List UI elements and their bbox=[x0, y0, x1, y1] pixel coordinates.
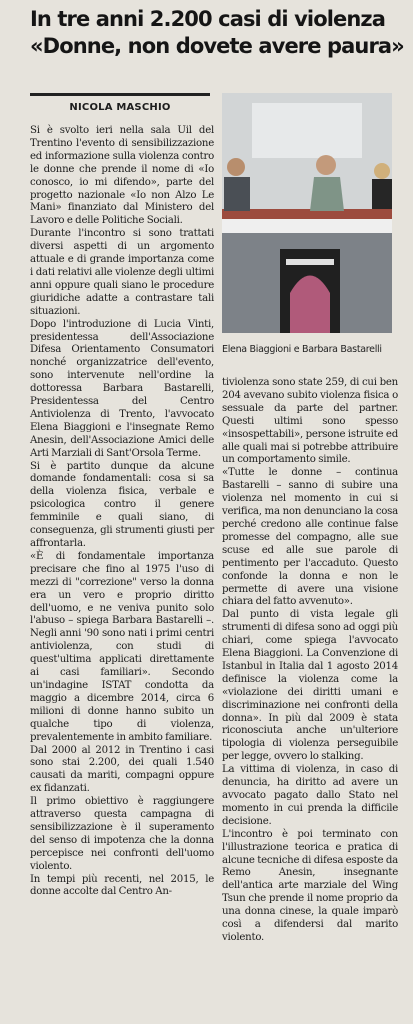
event-photo-illustration bbox=[222, 93, 392, 333]
paragraph: In tempi più recenti, nel 2015, le donne accolte dal Centro An- bbox=[30, 873, 214, 898]
paragraph: Si è svolto ieri nella sala Uil del Trentino l'evento di sensibilizzazione ed informazione sulla violenza contro le donne che prende il nome di «Io conosco, io mi difendo», parte del progetto nazionale «Io non Alzo Le Mani» finanziato dal Ministero del Lavoro e delle Politiche Sociali. bbox=[30, 125, 214, 227]
paragraph: «Tutte le donne – continua Bastarelli – sanno di subire una violenza nel momento in cui si verifica, ma non denunciano la cosa perché credono alle continue false promesse del compagno, alle sue scuse ed alle sue parole di pentimento per l'accaduto. Questo confonde la donna e non le permette di avere una visione chiara del fatto avvenuto». bbox=[222, 467, 398, 608]
paragraph: L'incontro è poi terminato con l'illustrazione teorica e pratica di alcune tecniche di difesa esposte da Remo Anesin, insegnante dell'antica arte marziale del Wing Tsun che prende il nome proprio da una donna cinese, la quale imparò così a difendersi dal marito violento. bbox=[222, 828, 398, 943]
byline-rule bbox=[30, 93, 210, 96]
photo-caption: Elena Biaggioni e Barbara Bastarelli bbox=[222, 344, 382, 355]
paragraph: Dal 2000 al 2012 in Trentino i casi sono stai 2.200, dei quali 1.540 causati da mariti, compagni oppure ex fidanzati. bbox=[30, 744, 214, 795]
paragraph: La vittima di violenza, in caso di denuncia, ha diritto ad avere un avvocato pagato dallo Stato nel momento in cui prenda la difficile decisione. bbox=[222, 764, 398, 827]
event-photo bbox=[222, 93, 392, 333]
byline: NICOLA MASCHIO bbox=[69, 102, 171, 113]
article-right-column bbox=[222, 377, 398, 945]
headline-line-2: «Donne, non dovete avere paura» bbox=[30, 34, 404, 58]
paragraph: Durante l'incontro si sono trattati diversi aspetti di un argomento attuale e di grande importanza come i dati relativi alle violenze degli ultimi anni oppure quali siano le procedure giuridiche adatte a contrastare tali situazioni. bbox=[30, 228, 214, 317]
headline bbox=[30, 6, 410, 60]
paragraph: Si è partito dunque da alcune domande fondamentali: cosa si sa della violenza fisica, verbale e psicologica contro il genere femminile e quali siano, di conseguenza, gli strumenti giusti per affrontarla. bbox=[30, 460, 214, 549]
paragraph: Dopo l'introduzione di Lucia Vinti, presidentessa dell'Associazione Difesa Orientamento Consumatori nonché organizzatrice dell'evento, sono intervenute nell'ordine la dottoressa Barbara Bastarelli, Presidentessa del Centro Antiviolenza di Trento, l'avvocato Elena Biaggioni e l'insegnate Remo Anesin, dell'Associazione Amici delle Arti Marziali di Sant'Orsola Terme. bbox=[30, 318, 214, 459]
paragraph: tiviolenza sono state 259, di cui ben 204 avevano subito violenza fisica o sessuale da parte del partner. Questi ultimi sono spesso «insospettabili», persone istruite ed alle quali mai si potrebbe attribuire un comportamento simile. bbox=[222, 377, 398, 466]
headline-line-1: In tre anni 2.200 casi di violenza bbox=[30, 7, 386, 31]
paragraph: Il primo obiettivo è raggiungere attraverso questa campagna di sensibilizzazione è il superamento del senso di impotenza che la donna percepisce nei confronti dell'uomo violento. bbox=[30, 796, 214, 872]
paragraph: Dal punto di vista legale gli strumenti di difesa sono ad oggi più chiari, come spiega l'avvocato Elena Biaggioni. La Convenzione di Istanbul in Italia dal 1 agosto 2014 definisce la violenza come la «violazione dei diritti umani e discriminazione nei confronti della donna». In più dal 2009 è stata riconosciuta anche un'ulteriore tipologia di violenza perseguibile per legge, ovvero lo stalking. bbox=[222, 609, 398, 763]
paragraph: «È di fondamentale importanza precisare che fino al 1975 l'uso di mezzi di "correzione" verso la donna era un vero e proprio diritto dell'uomo, e ne veniva punito solo l'abuso – spiega Barbara Bastarelli –. Negli anni '90 sono nati i primi centri antiviolenza, con studi di quest'ultima applicati direttamente ai casi familiari». Secondo un'indagine ISTAT condotta da maggio a dicembre 2014, circa 6 milioni di donne hanno subito un qualche tipo di violenza, prevalentemente in ambito familiare. bbox=[30, 550, 214, 743]
article-left-column bbox=[30, 125, 214, 899]
